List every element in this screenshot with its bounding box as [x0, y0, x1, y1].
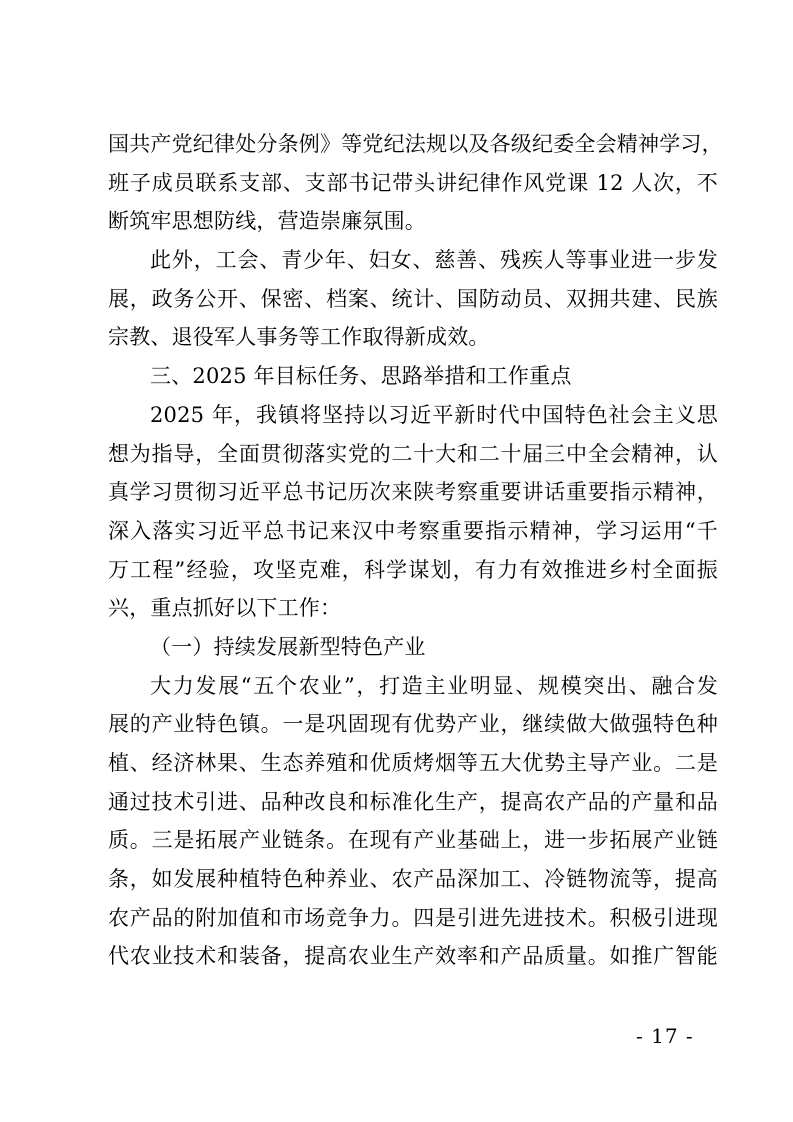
text-line: 通过技术引进、品种改良和标准化生产，提高农产品的产量和品 — [108, 789, 718, 814]
text-line: 农产品的附加值和市场竞争力。四是引进先进技术。积极引进现 — [108, 905, 718, 930]
text-line: 想为指导，全面贯彻落实党的二十大和二十届三中全会精神，认 — [108, 441, 718, 466]
text-line: 断筑牢思想防线，营造崇廉氛围。 — [108, 209, 426, 234]
text-line: 真学习贯彻习近平总书记历次来陕考察重要讲话重要指示精神， — [108, 480, 718, 505]
text-line: 兴，重点抓好以下工作： — [108, 596, 342, 621]
text-line: 展，政务公开、保密、档案、统计、国防动员、双拥共建、民族 — [108, 286, 718, 311]
text-line: 大力发展“五个农业”，打造主业明显、规模突出、融合发 — [150, 673, 718, 698]
text-line: 展的产业特色镇。一是巩固现有优势产业，继续做大做强特色种 — [108, 712, 718, 737]
text-line: （一）持续发展新型特色产业 — [150, 634, 426, 659]
text-line: 此外，工会、青少年、妇女、慈善、残疾人等事业进一步发 — [150, 248, 718, 273]
page-number: - 17 - — [636, 1024, 694, 1048]
text-line: 班子成员联系支部、支部书记带头讲纪律作风党课 12 人次，不 — [108, 170, 718, 195]
body-text — [108, 125, 723, 976]
text-line: 代农业技术和装备，提高农业生产效率和产品质量。如推广智能 — [108, 944, 718, 969]
text-line: 三、2025 年目标任务、思路举措和工作重点 — [150, 364, 572, 389]
text-line: 宗教、退役军人事务等工作取得新成效。 — [108, 325, 490, 350]
text-line: 质。三是拓展产业链条。在现有产业基础上，进一步拓展产业链 — [108, 828, 718, 853]
text-line: 条，如发展种植特色种养业、农产品深加工、冷链物流等，提高 — [108, 867, 718, 892]
text-line: 植、经济林果、生态养殖和优质烤烟等五大优势主导产业。二是 — [108, 751, 718, 775]
text-line: 深入落实习近平总书记来汉中考察重要指示精神，学习运用“千 — [108, 518, 718, 543]
text-line: 国共产党纪律处分条例》等党纪法规以及各级纪委全会精神学习， — [108, 132, 723, 156]
text-line: 2025 年，我镇将坚持以习近平新时代中国特色社会主义思 — [150, 402, 718, 427]
text-line: 万工程”经验，攻坚克难，科学谋划，有力有效推进乡村全面振 — [108, 557, 718, 582]
